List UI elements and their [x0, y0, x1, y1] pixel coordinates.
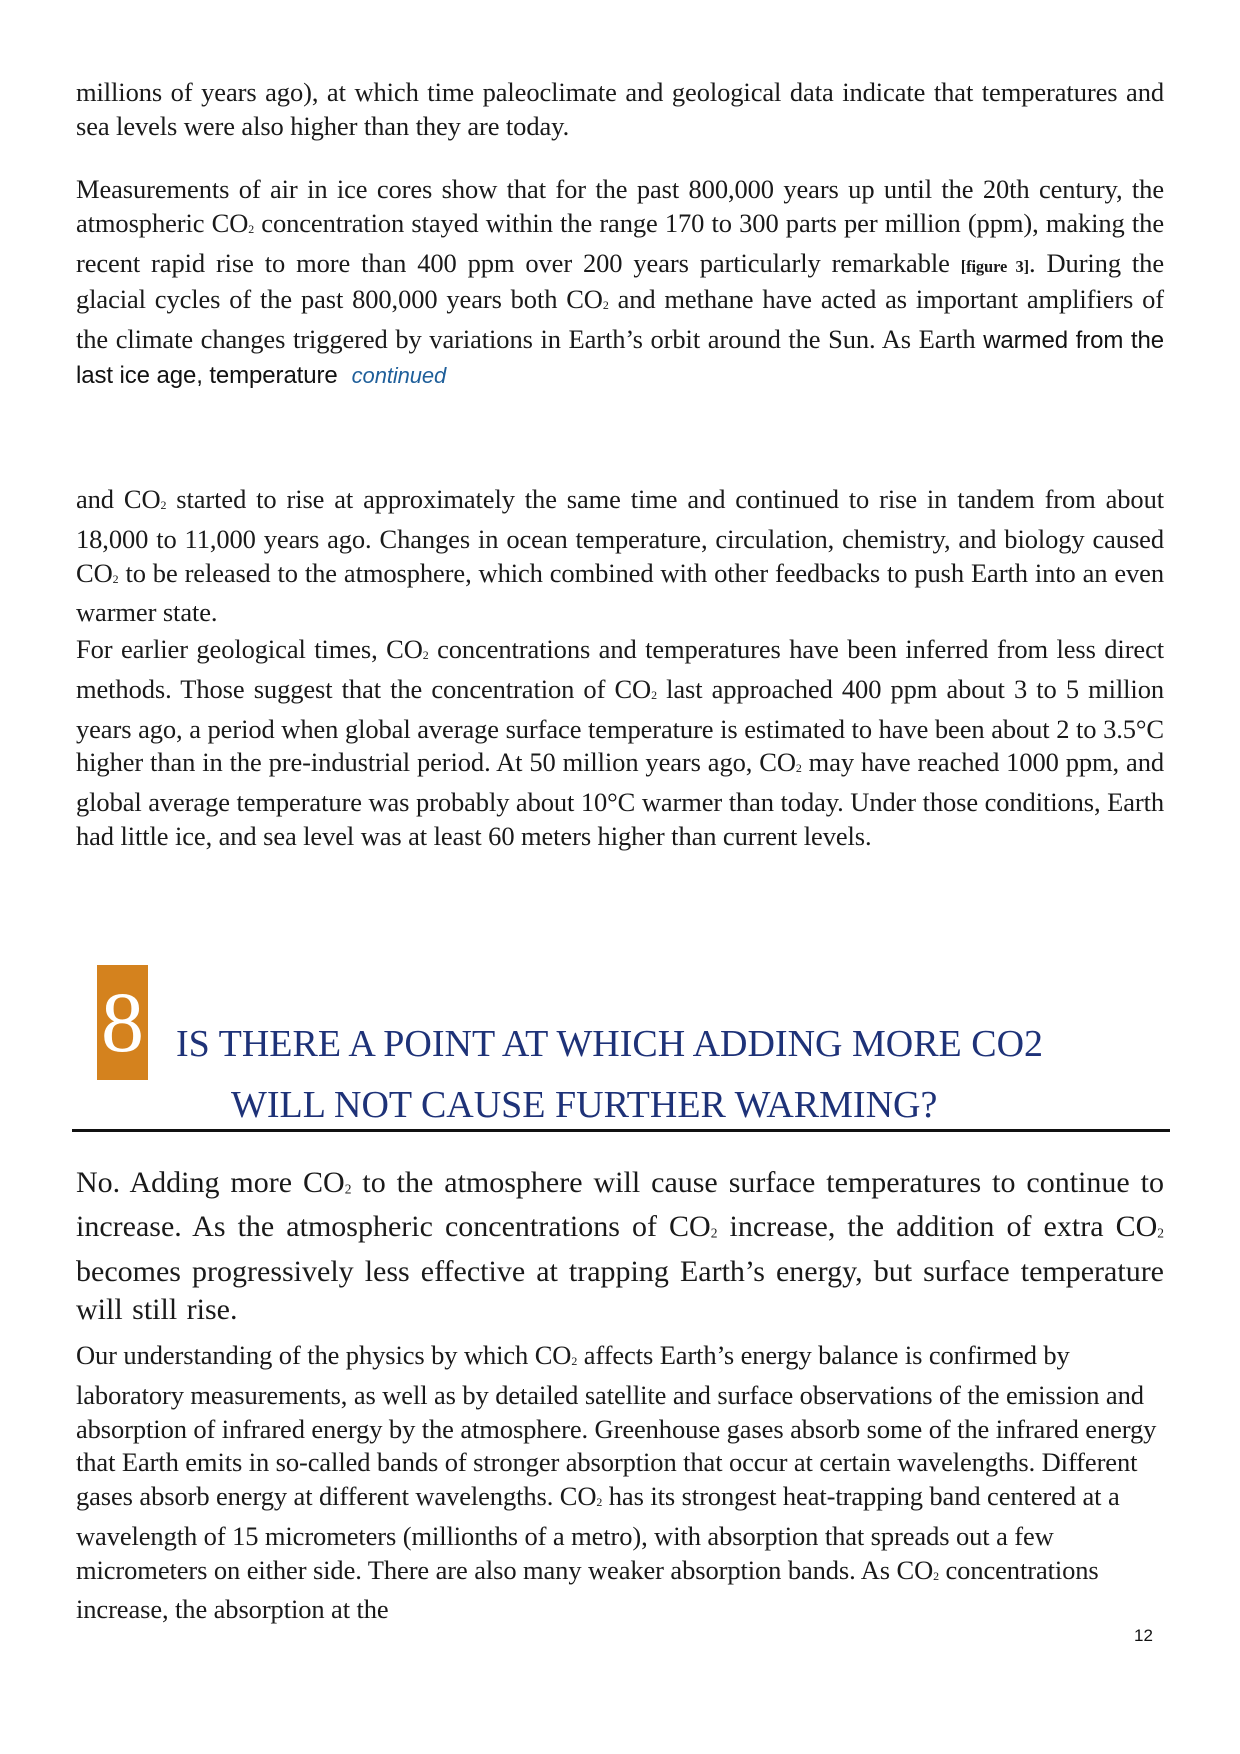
paragraph-geological-times [76, 633, 1164, 854]
paragraph-glacial-rise [76, 483, 1164, 630]
subscript: 2 [112, 571, 119, 586]
paragraph-text: concentrations increase, the absorption at the [76, 1554, 1099, 1625]
figure-reference: [figure 3] [960, 256, 1030, 276]
subscript: 2 [795, 761, 802, 776]
paragraph-text: concentration stayed within the range 170 to 300 parts per million (ppm), making the recent rapid rise to more than 400 ppm over 200 years particularly remarkable [76, 207, 1164, 278]
page-number: 12 [1134, 1626, 1153, 1645]
paragraph-physics [76, 1339, 1164, 1627]
continued-marker: continued [351, 362, 447, 388]
subscript: 2 [344, 1181, 352, 1197]
subscript: 2 [602, 298, 609, 313]
paragraph-text: to be released to the atmosphere, which combined with other feedbacks to push Earth into an even warmer state. [76, 557, 1164, 628]
paragraph-text: started to rise at approximately the same time and continued to rise in tandem from about 18,000 to 11,000 years ago. Changes in ocean temperature, circulation, chemistry, and biology caused CO [76, 484, 1164, 588]
section-number: 8 [101, 974, 144, 1070]
paragraph-text: becomes progressively less effective at trapping Earth’s energy, but surface temperature will still rise. [76, 1254, 1164, 1326]
subscript: 2 [422, 648, 429, 663]
paragraph-text: may have reached 1000 ppm, and global average temperature was probably about 10°C warmer than today. Under those conditions, Earth had little ice, and sea level was at least 60 meters higher than current levels. [76, 747, 1164, 852]
paragraph-text: For earlier geological times, CO [76, 634, 423, 664]
paragraph-text: has its strongest heat-trapping band centered at a wavelength of 15 micrometers (millionths of a metro), with absorption that spreads out a few micrometers on either side. There are also many weaker absorption bands. As CO [76, 1481, 1120, 1585]
paragraph-text: Measurements of air in ice cores show that for the past 800,000 years up until the 20th century, the atmospheric CO [76, 174, 1164, 238]
subscript: 2 [710, 1225, 718, 1241]
paragraph-text: last approached 400 ppm about 3 to 5 million years ago, a period when global average surface temperature is estimated to have been about 2 to 3.5°C higher than in the pre-industrial period. At 50 million years ago, CO [76, 673, 1164, 778]
paragraph-text: increase, the addition of extra CO [717, 1210, 1158, 1244]
paragraph-text: Our understanding of the physics by which CO [76, 1340, 572, 1370]
subscript: 2 [160, 498, 167, 513]
paragraph-text: affects Earth’s energy balance is confirmed by laboratory measurements, as well as by detailed satellite and surface observations of the emission and absorption of infrared energy by the atmosphere. Greenhouse gases absorb some of the infrared energy that Earth emits in so-called bands of stronger absorption that occur at certain wavelengths. Different gases absorb energy at different wavelengths. CO [76, 1340, 1157, 1511]
paragraph-text: millions of years ago), at which time paleoclimate and geological data indicate that temperatures and sea levels were also higher than they are today. [76, 77, 1164, 141]
subscript: 2 [1157, 1225, 1165, 1241]
paragraph-ice-cores [76, 173, 1164, 393]
subscript: 2 [248, 221, 255, 236]
paragraph-text: . During the glacial cycles of the past 800,000 years both CO [76, 247, 1164, 315]
section-title-line-1: IS THERE A POINT AT WHICH ADDING MORE CO2 [176, 1023, 1044, 1065]
section-title-line-2: WILL NOT CAUSE FURTHER WARMING? [231, 1084, 938, 1126]
subscript: 2 [933, 1568, 939, 1583]
paragraph-paleoclimate [76, 76, 1164, 143]
answer-lead-paragraph [76, 1164, 1164, 1329]
subscript: 2 [651, 688, 657, 703]
subscript: 2 [596, 1495, 603, 1510]
subscript: 2 [571, 1354, 578, 1369]
paragraph-text: and CO [76, 484, 161, 514]
paragraph-text: concentrations and temperatures have been inferred from less direct methods. Those suggest that the concentration of CO [76, 634, 1164, 704]
section-divider [72, 1129, 1170, 1132]
section-number-badge [97, 965, 148, 1080]
paragraph-text: No. Adding more CO [76, 1166, 345, 1199]
paragraph-text: and methane have acted as important amplifiers of the climate changes triggered by variations in Earth’s orbit around the Sun. As Earth [76, 284, 1164, 355]
paragraph-text: to the atmosphere will cause surface temperatures to continue to increase. As the atmospheric concentrations of CO [76, 1166, 1164, 1244]
sans-text-fragment: warmed from the last ice age, temperature [76, 327, 1164, 389]
